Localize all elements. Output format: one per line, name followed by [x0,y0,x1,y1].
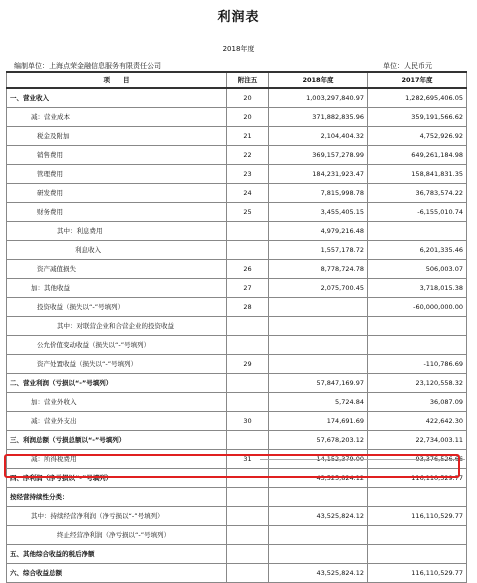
row-item-label: 四、净利润（净亏损以“-”号填列） [7,469,227,488]
row-value-2017: 359,191,566.62 [368,108,467,127]
row-item-label: 加：营业外收入 [7,393,227,412]
row-note-ref [227,507,269,526]
row-item-label: 五、其他综合收益的税后净额 [7,545,227,564]
row-value-2018 [269,336,368,355]
row-value-2017: 36,087.09 [368,393,467,412]
row-item-label: 六、综合收益总额 [7,564,227,583]
row-note-ref: 26 [227,260,269,279]
row-value-2018: 369,157,278.99 [269,146,368,165]
table-row [7,545,467,564]
row-value-2018 [269,317,368,336]
row-value-2018: 7,815,998.78 [269,184,368,203]
row-item-label: 税金及附加 [7,127,227,146]
row-note-ref: 30 [227,412,269,431]
table-row [7,336,467,355]
row-value-2018: 43,525,824.12 [269,507,368,526]
currency-unit: 单位：人民币元 [383,62,432,70]
row-item-label: 财务费用 [7,203,227,222]
row-value-2018: 43,525,824.12 [269,469,368,488]
row-value-2017 [368,545,467,564]
row-value-2017: 36,783,574.22 [368,184,467,203]
row-note-ref: 20 [227,108,269,127]
page-title: 利润表 [217,10,260,25]
table-row [7,222,467,241]
row-item-label: 投资收益（损失以“-”号填列） [7,298,227,317]
row-item-label: 按经营持续性分类： [7,488,227,507]
row-note-ref [227,545,269,564]
table-row [7,488,467,507]
row-item-label: 一、营业收入 [7,88,227,108]
table-row [7,88,467,108]
table-row [7,298,467,317]
row-value-2017: 649,261,184.98 [368,146,467,165]
row-value-2018: 3,455,405.15 [269,203,368,222]
row-value-2017: 422,642.30 [368,412,467,431]
row-note-ref [227,241,269,260]
row-value-2017 [368,317,467,336]
row-value-2018: 4,979,216.48 [269,222,368,241]
table-row [7,127,467,146]
row-value-2018: 1,003,297,840.97 [269,88,368,108]
row-note-ref [227,374,269,393]
row-note-ref: 28 [227,298,269,317]
table-row [7,146,467,165]
row-item-label: 利息收入 [7,241,227,260]
column-header-2018: 2018年度 [269,72,368,88]
table-row [7,279,467,298]
row-value-2017: 116,110,529.77 [368,507,467,526]
row-item-label: 减：营业成本 [7,108,227,127]
row-value-2018: 8,778,724.78 [269,260,368,279]
row-note-ref: 22 [227,146,269,165]
table-row [7,355,467,374]
table-row [7,241,467,260]
row-value-2017: 1,282,695,406.05 [368,88,467,108]
row-note-ref: 20 [227,88,269,108]
row-item-label: 其中：利息费用 [7,222,227,241]
row-value-2018: 1,557,178.72 [269,241,368,260]
row-value-2018: 5,724.84 [269,393,368,412]
row-item-label: 其中：对联营企业和合营企业的投资收益 [7,317,227,336]
row-value-2017: 116,110,529.77 [368,469,467,488]
row-note-ref [227,488,269,507]
row-note-ref: 24 [227,184,269,203]
row-note-ref [227,469,269,488]
row-note-ref: 27 [227,279,269,298]
row-value-2017: 23,120,558.32 [368,374,467,393]
row-item-label: 资产减值损失 [7,260,227,279]
row-item-label: 管理费用 [7,165,227,184]
row-value-2018: 2,104,404.32 [269,127,368,146]
row-value-2017: -6,155,010.74 [368,203,467,222]
table-row [7,108,467,127]
row-value-2018: 184,231,923.47 [269,165,368,184]
row-value-2017: 116,110,529.77 [368,564,467,583]
row-value-2017: 4,752,926.92 [368,127,467,146]
row-value-2017 [368,488,467,507]
row-value-2018: 57,678,203.12 [269,431,368,450]
row-item-label: 终止经营净利润（净亏损以“-”号填列） [7,526,227,545]
report-period: 2018年度 [222,45,255,53]
row-note-ref: 25 [227,203,269,222]
table-row [7,431,467,450]
row-value-2018 [269,526,368,545]
row-note-ref: 21 [227,127,269,146]
row-value-2017: 3,718,015.38 [368,279,467,298]
row-note-ref [227,317,269,336]
row-value-2018: 14,152,379.00 [269,450,368,469]
row-item-label: 三、利润总额（亏损总额以“-”号填列） [7,431,227,450]
row-note-ref: 23 [227,165,269,184]
row-value-2018 [269,545,368,564]
table-row [7,393,467,412]
row-note-ref: 29 [227,355,269,374]
row-item-label: 研发费用 [7,184,227,203]
row-note-ref: 31 [227,450,269,469]
table-row [7,317,467,336]
row-value-2017 [368,336,467,355]
row-note-ref [227,431,269,450]
table-row [7,507,467,526]
row-value-2018 [269,298,368,317]
row-value-2018: 371,882,835.96 [269,108,368,127]
row-value-2018: 57,847,169.97 [269,374,368,393]
row-value-2018 [269,488,368,507]
row-note-ref [227,526,269,545]
row-value-2017: 506,003.07 [368,260,467,279]
row-note-ref [227,393,269,412]
row-item-label: 其中：持续经营净利润（净亏损以“-”号填列） [7,507,227,526]
strike-through-line [260,459,465,460]
table-header-row [7,72,467,88]
row-item-label: 减：营业外支出 [7,412,227,431]
row-note-ref [227,336,269,355]
column-header-note: 附注五 [227,72,269,88]
row-value-2018 [269,355,368,374]
row-value-2017 [368,222,467,241]
table-row [7,469,467,488]
table-row [7,564,467,583]
row-value-2017: 6,201,335.46 [368,241,467,260]
row-value-2017 [368,526,467,545]
row-value-2018: 43,525,824.12 [269,564,368,583]
column-header-2017: 2017年度 [368,72,467,88]
row-note-ref [227,564,269,583]
row-item-label: 加：其他收益 [7,279,227,298]
row-value-2018: 174,691.69 [269,412,368,431]
table-row [7,165,467,184]
row-item-label: 公允价值变动收益（损失以“-”号填列） [7,336,227,355]
table-row [7,184,467,203]
row-value-2018: 2,075,700.45 [269,279,368,298]
row-item-label: 销售费用 [7,146,227,165]
table-row [7,526,467,545]
row-value-2017: 158,841,831.35 [368,165,467,184]
row-item-label: 二、营业利润（亏损以“-”号填列） [7,374,227,393]
row-item-label: 减：所得税费用 [7,450,227,469]
income-statement-table [6,71,467,583]
row-value-2017: -60,000,000.00 [368,298,467,317]
table-row [7,203,467,222]
row-value-2017: 22,734,003.11 [368,431,467,450]
table-row [7,374,467,393]
row-value-2017: -110,786.69 [368,355,467,374]
table-row [7,412,467,431]
row-value-2017: -93,376,526.66 [368,450,467,469]
column-header-item: 项 目 [7,72,227,88]
row-note-ref [227,222,269,241]
table-row [7,260,467,279]
company-name: 编制单位：上海点荣金融信息服务有限责任公司 [14,62,161,70]
row-item-label: 资产处置收益（损失以“-”号填列） [7,355,227,374]
